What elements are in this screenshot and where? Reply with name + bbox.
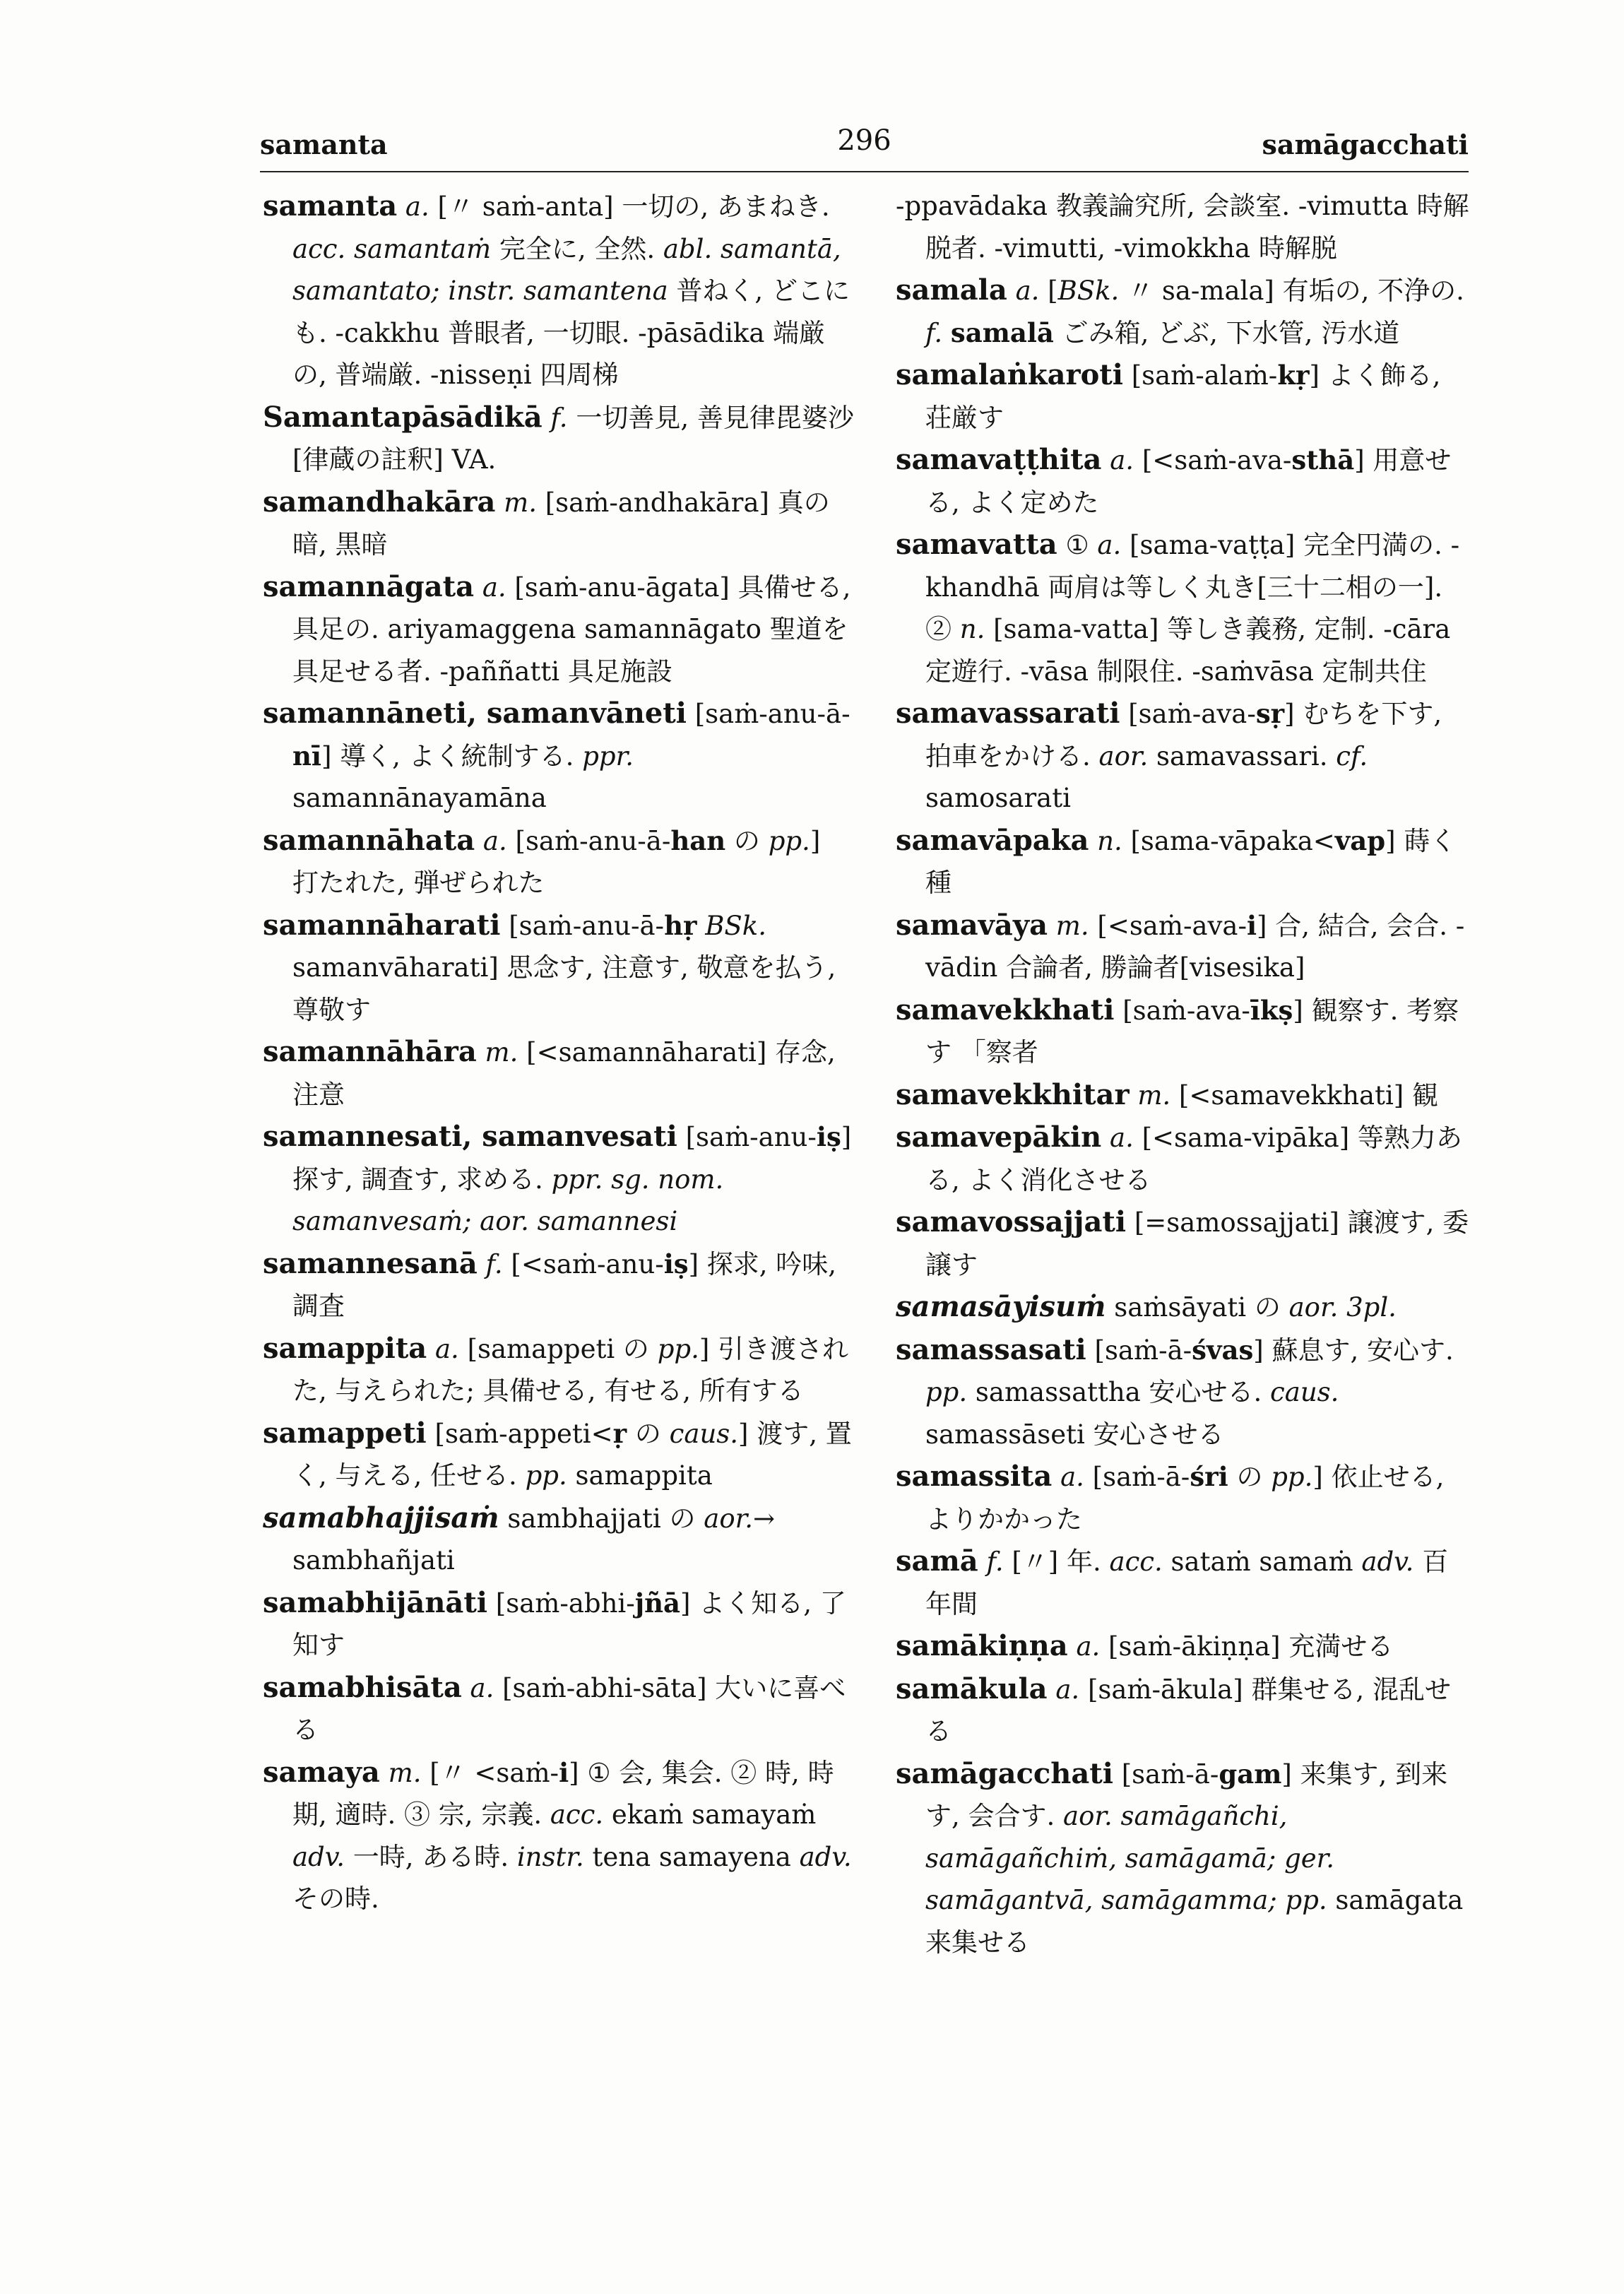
grammar-label: m. xyxy=(388,1757,422,1788)
entry-text: [=samossajjati] 譲渡す, 委譲す xyxy=(925,1207,1469,1280)
grammar-label: f. xyxy=(550,402,568,433)
entry-text: ] 探求, 吟味, 調査 xyxy=(292,1248,837,1321)
entry-text: [<saṁ-anu- xyxy=(502,1248,664,1279)
entry-text: ] 来集す, 到来す, 会合す. xyxy=(925,1758,1448,1831)
entry-text: の xyxy=(725,825,769,856)
headword: samavassarati xyxy=(896,697,1120,730)
dictionary-entry xyxy=(896,1668,1472,1753)
entry-text: ] 用意せる, よく定めた xyxy=(925,445,1452,518)
dictionary-entry xyxy=(263,1497,855,1582)
dictionary-entry xyxy=(896,1455,1472,1540)
dictionary-entry xyxy=(263,396,855,481)
dictionary-entry xyxy=(263,566,855,693)
entry-text: [saṁ-anu-āgata] 具備せる, 具足の. ariyamaggena samannāgato 聖道を具足せる者. -paññatti 具足施設 xyxy=(292,572,851,687)
root-bold: i xyxy=(559,1756,569,1788)
headword: samannāneti, samanvāneti xyxy=(263,697,687,730)
grammar-label: m. xyxy=(504,487,537,518)
entry-text: ] 探す, 調査す, 求める. xyxy=(292,1122,852,1195)
entry-text: samassāseti 安心させる xyxy=(925,1419,1224,1450)
headword: samāgacchati xyxy=(896,1756,1113,1790)
grammar-label: aor. xyxy=(704,1503,753,1534)
headword: samala xyxy=(896,273,1007,307)
entry-text: [<samannāharati] 存念, 注意 xyxy=(292,1037,836,1110)
grammar-label: pp. xyxy=(768,825,810,856)
entry-text: [saṁ-andhakāra] 真の暗, 黒暗 xyxy=(292,487,830,560)
entry-text: 百年間 xyxy=(925,1547,1449,1619)
entry-text: 〃 sa-mala] 有垢の, 不浄の. xyxy=(1119,276,1464,306)
grammar-label: ppr. xyxy=(582,740,634,771)
grammar-label: a. xyxy=(1110,445,1134,475)
headword: samavepākin xyxy=(896,1121,1102,1154)
root-bold: ṛ xyxy=(612,1417,627,1449)
headword: samabhijānāti xyxy=(263,1585,487,1619)
grammar-label: a. xyxy=(1110,1123,1134,1153)
page-header xyxy=(260,120,1469,170)
entry-text xyxy=(697,911,705,941)
header-rule xyxy=(260,171,1469,172)
entry-text xyxy=(380,1758,389,1788)
dictionary-entry xyxy=(896,692,1472,820)
entry-text: samosarati xyxy=(925,783,1071,813)
entry-text: ] 導く, よく統制する. xyxy=(321,740,583,771)
grammar-label: aor. samāgañchi, samāgañchiṁ, samāgamā; ger. samāgantvā, samāgamma; pp. xyxy=(925,1801,1335,1915)
headword: samabhisāta xyxy=(263,1670,462,1704)
grammar-label: BSk. xyxy=(705,910,766,941)
entry-text: [samappeti の xyxy=(458,1333,658,1364)
dictionary-entry xyxy=(896,1116,1472,1201)
entry-text: [sama-vatta] 等しき義務, 定制. -cāra 定遊行. -vāsa 制限住. -saṁvāsa 定制共住 xyxy=(925,614,1451,687)
entry-text: 普ねく, どこにも. -cakkhu 普眼者, 一切眼. -pāsādika 端厳の, 普端厳. -nisseṇi 四周梯 xyxy=(292,276,850,390)
entry-text: [sama-vāpaka< xyxy=(1122,825,1335,856)
entry-text: [sama-vaṭṭa] 完全円満の. -khandhā 両肩は等しく丸き[三十二相の一]. ② xyxy=(925,530,1460,644)
headword: samā xyxy=(896,1544,978,1578)
root-bold: han xyxy=(670,824,726,856)
entry-text: [saṁ-ākiṇṇa] 充満せる xyxy=(1100,1631,1394,1662)
headword: samannesati, samanvesati xyxy=(263,1120,677,1153)
grammar-label: abl. samantā, samantato; instr. samantena xyxy=(292,233,841,306)
entry-text xyxy=(475,826,483,856)
entry-text: ] 渡す, 置く, 与える, 任せる. xyxy=(292,1418,852,1491)
dictionary-entry xyxy=(263,185,855,396)
dictionary-entry xyxy=(263,1751,855,1920)
entry-text: [〃 <saṁ- xyxy=(421,1757,559,1788)
grammar-label: a. xyxy=(1055,1674,1080,1705)
entry-text: 完全に, 全然. xyxy=(491,233,663,264)
dictionary-entry xyxy=(896,1329,1472,1456)
headword: samannāhāra xyxy=(263,1035,477,1068)
entry-text: の xyxy=(627,1418,670,1449)
grammar-label: adv. xyxy=(1361,1547,1414,1577)
grammar-label: ppr. sg. nom. samanvesaṁ; aor. samannesi xyxy=(292,1164,724,1236)
entry-text: samavassari. xyxy=(1148,740,1336,771)
entry-text: [saṁ-ā- xyxy=(1113,1758,1219,1790)
grammar-label: f. xyxy=(925,317,943,348)
entry-text xyxy=(397,191,405,222)
entry-text: sambhajjati の xyxy=(499,1503,704,1534)
entry-text xyxy=(1048,1674,1056,1705)
grammar-label: m. xyxy=(485,1037,518,1068)
entry-text: ① xyxy=(1057,530,1098,560)
headword: samannāgata xyxy=(263,569,475,603)
entry-text: [<sama-vipāka] 等熟力ある, よく消化させる xyxy=(925,1123,1462,1195)
entry-text xyxy=(1130,1080,1138,1111)
dictionary-entry xyxy=(896,1074,1472,1117)
headword: samavāya xyxy=(896,908,1048,942)
grammar-label: a. xyxy=(1097,530,1122,560)
grammar-label: a. xyxy=(405,191,429,222)
dictionary-entry xyxy=(263,820,855,904)
dictionary-entry xyxy=(896,354,1472,439)
dictionary-entry xyxy=(263,1412,855,1497)
grammar-label: f. xyxy=(485,1248,503,1279)
entry-text: [saṁ-anu- xyxy=(677,1122,817,1152)
dictionary-entry xyxy=(896,904,1472,989)
entry-text: [<saṁ-ava- xyxy=(1134,445,1292,475)
root-bold: sthā xyxy=(1291,444,1355,475)
entry-text xyxy=(1101,1123,1110,1153)
entry-text: ] よく知る, 了知す xyxy=(292,1588,846,1660)
root-bold: kṛ xyxy=(1277,360,1310,391)
entry-text xyxy=(1068,1631,1077,1662)
entry-text xyxy=(478,1249,486,1279)
dictionary-entry xyxy=(263,1031,855,1116)
headword: samanta xyxy=(263,189,398,223)
headword: samassita xyxy=(896,1460,1053,1493)
grammar-label: caus. xyxy=(669,1418,739,1449)
dictionary-entry xyxy=(896,269,1472,354)
entry-text xyxy=(1101,445,1110,475)
headword: Samantapāsādikā xyxy=(263,400,543,434)
headword: samannāhata xyxy=(263,823,475,857)
grammar-label: pp. xyxy=(525,1460,567,1491)
dictionary-entry xyxy=(263,1667,855,1751)
entry-text: samassattha 安心せる. xyxy=(967,1377,1271,1407)
grammar-label: pp. xyxy=(657,1333,699,1364)
entry-text xyxy=(462,1673,470,1703)
grammar-label: m. xyxy=(1137,1080,1171,1111)
entry-text: ] 観察す. 考察す 「察者 xyxy=(925,995,1459,1068)
grammar-label: BSk. xyxy=(1057,276,1120,306)
grammar-label: a. xyxy=(1015,276,1040,306)
entry-text xyxy=(1089,826,1097,856)
grammar-label: acc. xyxy=(1109,1547,1163,1577)
entry-text: ] 依止せる, よりかかった xyxy=(925,1462,1445,1535)
dictionary-entry xyxy=(896,1540,1472,1625)
entry-text: [saṁ-ā- xyxy=(1084,1462,1190,1492)
entry-text: ごみ箱, どぶ, 下水管, 汚水道 xyxy=(1053,317,1400,348)
entry-text xyxy=(474,572,482,603)
entry-text xyxy=(543,403,551,433)
root-bold: vap xyxy=(1334,824,1386,856)
dictionary-entry xyxy=(896,439,1472,524)
entry-text: → sambhañjati xyxy=(292,1503,775,1575)
entry-text: [saṁ-anu-ā- xyxy=(500,910,665,941)
root-bold: samalā xyxy=(950,317,1054,348)
grammar-label: n. xyxy=(1097,825,1122,856)
entry-text: ] よく飾る, 荘厳す xyxy=(925,360,1441,433)
page-number: 296 xyxy=(837,124,891,157)
headword: samākiṇṇa xyxy=(896,1629,1068,1662)
entry-text: samanvāharati] 思念す, 注意す, 敬意を払う, 尊敬す xyxy=(292,952,836,1025)
entry-text: [saṁ-anu-ā- xyxy=(506,825,671,856)
headword: samappeti xyxy=(263,1416,427,1450)
left-guide-word: samanta xyxy=(260,129,388,160)
entry-text: sataṁ samaṁ xyxy=(1162,1547,1362,1577)
grammar-label: pp. xyxy=(1271,1462,1313,1492)
headword: samavatta xyxy=(896,528,1057,561)
grammar-label: cf. xyxy=(1336,740,1368,771)
entry-text: 一時, ある時. xyxy=(345,1841,517,1872)
grammar-label: a. xyxy=(1060,1462,1084,1492)
dictionary-entry xyxy=(263,481,855,566)
entry-text: [ xyxy=(1039,276,1058,306)
headword: samannesanā xyxy=(263,1246,478,1280)
grammar-label: aor. xyxy=(1098,740,1149,771)
entry-text xyxy=(427,1334,435,1364)
entry-text: 一切善見, 善見律毘婆沙[律蔵の註釈] VA. xyxy=(292,402,854,475)
headword: samalaṅkaroti xyxy=(896,358,1123,391)
entry-text: ] 合, 結合, 会合. -vādin 合論者, 勝論者[visesika] xyxy=(925,910,1465,983)
grammar-label: acc. samantaṁ xyxy=(292,233,492,264)
entry-text: の xyxy=(1228,1462,1272,1492)
headword: samavekkhitar xyxy=(896,1077,1130,1111)
root-bold: hṛ xyxy=(664,909,697,941)
root-bold: īkṣ xyxy=(1250,994,1293,1026)
entry-text: [saṁ-abhi- xyxy=(487,1588,635,1619)
entry-text: [saṁ-abhi-sāta] 大いに喜べる xyxy=(292,1672,846,1745)
entry-text: ] 引き渡された, 与えられた; 具備せる, 有せる, 所有する xyxy=(292,1333,849,1406)
entry-text xyxy=(495,487,504,518)
entry-text xyxy=(477,1037,485,1068)
entry-text: [saṁ-appeti< xyxy=(426,1418,613,1449)
entry-text: ] ① 会, 集会. ② 時, 時期, 適時. ③ 宗, 宗義. xyxy=(292,1757,834,1830)
root-bold: śri xyxy=(1190,1461,1228,1492)
headword: samappita xyxy=(263,1331,427,1365)
entry-text: saṁsāyati の xyxy=(1106,1292,1289,1323)
grammar-label: a. xyxy=(1076,1631,1101,1662)
grammar-label: a. xyxy=(434,1333,459,1364)
grammar-label: adv. xyxy=(799,1841,852,1872)
entry-text: ] 打たれた, 弾ぜられた xyxy=(292,825,821,898)
entry-text: ] むちを下す, 拍車をかける. xyxy=(925,699,1442,771)
dictionary-entry xyxy=(896,1286,1472,1329)
entry-text xyxy=(1007,276,1016,306)
entry-text: その時. xyxy=(292,1884,379,1914)
entry-text xyxy=(1052,1462,1060,1492)
dictionary-entry xyxy=(263,904,855,1031)
grammar-label: instr. xyxy=(516,1841,584,1872)
grammar-label: pp. xyxy=(925,1377,968,1407)
entry-text xyxy=(978,1547,987,1577)
headword: samavossajjati xyxy=(896,1205,1127,1238)
dictionary-entry xyxy=(263,692,855,820)
grammar-label: acc. xyxy=(550,1799,604,1830)
entry-text: [saṁ-anu-ā- xyxy=(686,699,850,729)
right-column xyxy=(896,185,1472,1963)
entry-text: ] 蘇息す, 安心す. xyxy=(1253,1335,1454,1366)
right-guide-word: samāgacchati xyxy=(1262,129,1469,160)
dictionary-entry xyxy=(896,989,1472,1074)
dictionary-entry xyxy=(263,1582,855,1667)
entry-text: ekaṁ samayaṁ xyxy=(603,1799,817,1830)
entry-text: [saṁ-ākula] 群集せる, 混乱せる xyxy=(925,1674,1451,1746)
entry-text: tena samayena xyxy=(583,1841,800,1872)
headword: samandhakāra xyxy=(263,485,496,519)
left-column xyxy=(263,185,855,1920)
grammar-label: aor. 3pl. xyxy=(1288,1292,1397,1323)
grammar-label: f. xyxy=(986,1547,1004,1577)
root-bold: jñā xyxy=(634,1587,681,1619)
entry-text: [〃 saṁ-anta] 一切の, あまねき. xyxy=(429,191,830,222)
dictionary-entry xyxy=(263,1116,855,1243)
dictionary-entry xyxy=(896,1201,1472,1286)
dictionary-entry xyxy=(896,1625,1472,1668)
dictionary-entry xyxy=(896,820,1472,904)
headword: samasāyisuṁ xyxy=(896,1290,1106,1323)
root-bold: nī xyxy=(292,740,321,771)
headword: samavāpaka xyxy=(896,823,1089,857)
root-bold: śvas xyxy=(1192,1334,1254,1366)
headword: samākula xyxy=(896,1672,1048,1705)
entry-text: [<samavekkhati] 観 xyxy=(1170,1080,1438,1111)
root-bold: gam xyxy=(1219,1758,1282,1790)
entry-text: [<saṁ-ava- xyxy=(1089,910,1247,941)
entry-text: -ppavādaka 教義論究所, 会談室. -vimutta 時解脱者. -vimutti, -vimokkha 時解脱 xyxy=(896,191,1469,264)
grammar-label: a. xyxy=(482,572,506,603)
entry-text xyxy=(1048,911,1056,941)
headword: samannāharati xyxy=(263,908,501,942)
entry-text: [〃] 年. xyxy=(1003,1547,1110,1577)
dictionary-entry-continuation xyxy=(896,185,1472,269)
headword: samavekkhati xyxy=(896,993,1115,1027)
entry-text: samappita xyxy=(567,1460,713,1491)
dictionary-entry xyxy=(896,1753,1472,1964)
root-bold: sṛ xyxy=(1255,698,1285,729)
grammar-label: m. xyxy=(1055,910,1089,941)
entry-text: [saṁ-ava- xyxy=(1114,995,1250,1026)
entry-text: [saṁ-ā- xyxy=(1086,1335,1192,1366)
headword: samassasati xyxy=(896,1332,1086,1366)
root-bold: iṣ xyxy=(816,1121,841,1152)
headword: samabhajjisaṁ xyxy=(263,1501,499,1535)
grammar-label: adv. xyxy=(292,1841,345,1872)
entry-text: [saṁ-alaṁ- xyxy=(1122,360,1278,391)
entry-text: samāgata 来集せる xyxy=(925,1885,1464,1958)
grammar-label: a. xyxy=(482,825,507,856)
entry-text: samannānayamāna xyxy=(292,783,547,813)
headword: samaya xyxy=(263,1755,380,1789)
grammar-label: caus. xyxy=(1270,1377,1339,1407)
entry-text: [saṁ-ava- xyxy=(1120,699,1256,729)
grammar-label: n. xyxy=(959,614,985,644)
headword: samavaṭṭhita xyxy=(896,443,1102,476)
grammar-label: a. xyxy=(470,1672,494,1703)
dictionary-entry xyxy=(896,524,1472,692)
entry-text xyxy=(942,318,951,348)
root-bold: iṣ xyxy=(663,1248,689,1279)
root-bold: i xyxy=(1246,909,1257,941)
dictionary-entry xyxy=(263,1328,855,1412)
dictionary-entry xyxy=(263,1243,855,1328)
entry-text: ] 蒔く種 xyxy=(925,825,1457,898)
